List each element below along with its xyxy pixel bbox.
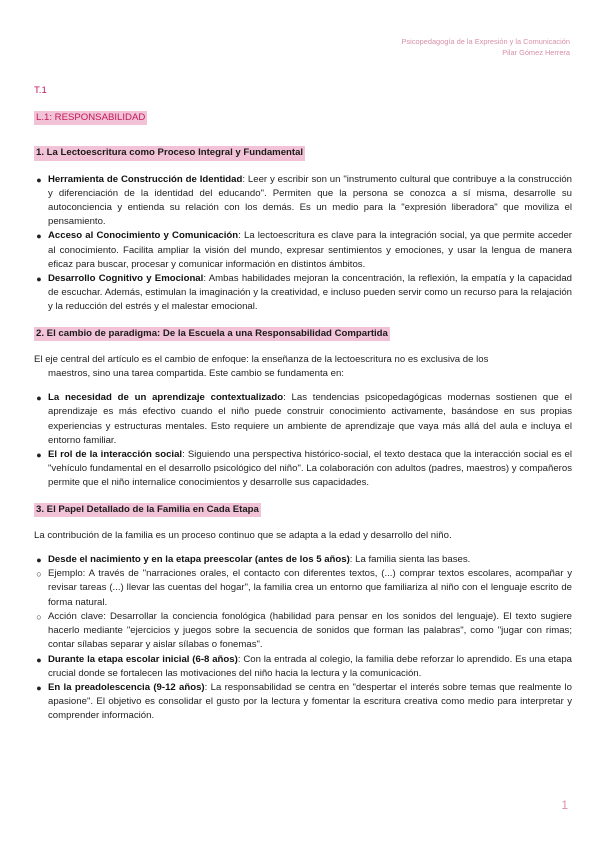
lesson-title: L.1: RESPONSABILIDAD [34, 111, 147, 125]
list-item: ● Herramienta de Construcción de Identidad: Leer y escribir son un "instrumento cultural que contribuye a la construcción y diferenciación de la identidad del educando". Permiten que la persona se conozca a sí misma, desarrolle su autoconciencia y entienda su relación con los demás. Es un medio para la "expresión liberadora" que moviliza el pensamiento. [36, 173, 572, 228]
list-item: ○ Ejemplo: A través de "narraciones orales, el contacto con diferentes textos, (...) comprar textos escolares, acompañar y revisar tareas (...) llevar las cuentas del hogar", la familia crea un entorno que familiariza al niño con el lenguaje escrito de forma natural. [36, 568, 572, 608]
list-item: ● Desarrollo Cognitivo y Emocional: Ambas habilidades mejoran la concentración, la reflexión, la empatía y la capacidad de escuchar. Además, estimulan la imaginación y la creatividad, e incluso pueden servir como un recurso para la relajación y la reducción del estrés y el malestar emocional. [36, 273, 572, 313]
list-item: ● Acceso al Conocimiento y Comunicación: La lectoescritura es clave para la integración social, ya que permite acceder al conocimiento. Facilita ampliar la visión del mundo, expresar sentimientos y emociones, y usar la lengua de manera eficaz para buscar, procesar y comunicar información en distintos ámbitos. [36, 230, 572, 270]
section-1-title: 1. La Lectoescritura como Proceso Integral y Fundamental [34, 146, 305, 160]
section-3-list [34, 553, 572, 723]
list-item: ● Desde el nacimiento y en la etapa preescolar (antes de los 5 años): La familia sienta las bases. [36, 554, 471, 566]
section-3-title: 3. El Papel Detallado de la Familia en Cada Etapa [34, 503, 261, 517]
section-2-list [34, 391, 572, 490]
section-2-title: 2. El cambio de paradigma: De la Escuela a una Responsabilidad Compartida [34, 327, 390, 341]
section-1-list [34, 173, 572, 315]
document-body [34, 84, 572, 724]
section-2-intro: El eje central del artículo es el cambio de enfoque: la enseñanza de la lectoescritura no es exclusiva de los maestros, sino una tarea compartida. Este cambio se fundamenta en: [34, 353, 489, 380]
section-3-intro: La contribución de la familia es un proceso continuo que se adapta a la edad y desarrollo del niño. [34, 529, 452, 541]
list-item: ● El rol de la interacción social: Siguiendo una perspectiva histórico-social, el texto destaca que la interacción social es el "vehículo fundamental en el desarrollo psicológico del niño". La colaboración con adultos (padres, maestros) y compañeros permite que el niño internalice conocimientos y desarrolle sus capacidades. [36, 449, 572, 489]
page-number: 1 [561, 798, 568, 812]
list-item: ● Durante la etapa escolar inicial (6-8 años): Con la entrada al colegio, la familia debe reforzar lo aprendido. Es una etapa crucial donde se fortalecen las motivaciones del niño hacia la lectura y la comunicación. [36, 653, 572, 679]
list-item: ○ Acción clave: Desarrollar la conciencia fonológica (habilidad para pensar en los sonidos del lenguaje). El texto sugiere hacerlo mediante "ejercicios y juegos sobre la secuencia de sonidos que forman las palabras", como "jugar con rimas; contar sílabas separar y aislar sílabas o fonemas". [36, 610, 572, 651]
list-item: ● La necesidad de un aprendizaje contextualizado: Las tendencias psicopedagógicas modernas sostienen que el aprendizaje es más efectivo cuando el niño puede construir conocimiento activamente, basándose en sus propias experiencias y estructuras mentales. Esto requiere un ambiente de aprendizaje que vaya más allá del aula e incluya el entorno familiar. [36, 392, 572, 446]
page-header [402, 36, 570, 58]
header-author: Pilar Gómez Herrera [502, 48, 570, 57]
header-course: Psicopedagogía de la Expresión y la Comunicación [401, 37, 570, 46]
topic-label: T.1 [34, 85, 47, 96]
list-item: ● En la preadolescencia (9-12 años): La responsabilidad se centra en "despertar el interés sobre temas que realmente lo apasione". El objetivo es consolidar el gusto por la lectura y fomentar la escritura creativa como medio para interpretar y comprender información. [36, 681, 572, 722]
